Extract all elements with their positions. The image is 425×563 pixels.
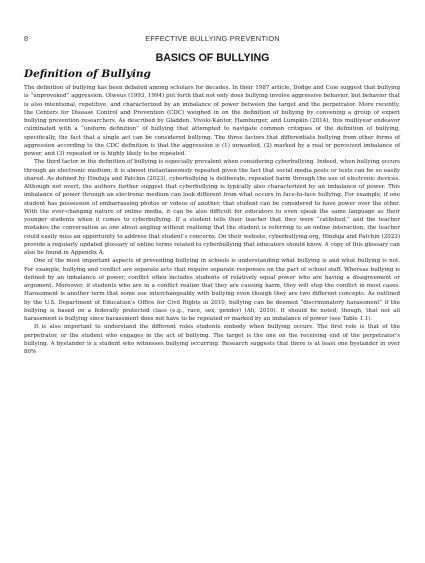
paragraph-roles: It is also important to understand the different roles students embody when bullying occurs. The first role is that of the perpetrator, or the student who engages in the act of bullying. The target is the one on the receiving end of the perpetrator’s bullying. A bystander is a student who witnesses bullying occurring. Research suggests that there is at least one bystander in over 80%: [24, 324, 400, 355]
body-text: [24, 84, 400, 356]
page-number: 8: [24, 34, 29, 43]
section-title: Definition of Bullying: [24, 68, 151, 80]
paragraph-bullying-vs-conflict: One of the most important aspects of preventing bullying in schools is understanding what bullying is and what bullying is not. For example, bullying and conflict are separate acts that require separate responses on the part of school staff. Whereas bullying is defined by an imbalance of power, conflict often includes students of relatively equal power who are having a disagreement or argument. Moreover, if students who are in a conflict realize that they are causing harm, they will stop the conflict in most cases. Harassment is another term that some use interchangeably with bullying even though they are two different concepts. As outlined by the U.S. Department of Education’s Office for Civil Rights in 2010, bullying can be deemed “discriminatory harassment” if the bullying is based on a federally protected class (e.g., race, sex, gender) (Ali, 2010). It should be noted, though, that not all harassment is bullying since harassment does not have to be repeated or marked by an imbalance of power (see Table 1.1).: [24, 258, 400, 322]
paragraph-cyberbullying: The third factor in the definition of bullying is especially prevalent when considering cyberbullying. Indeed, when bullying occurs through an electronic medium, it is almost instantaneously repeated given the fact that social media posts or texts can be so easily shared. As defined by Hinduja and Patchin (2023), cyberbullying is deliberate, repeated harm through the use of electronic devices. Although not overt, the authors further suggest that cyberbullying is typically also characterized by an imbalance of power. This imbalance of power through an electronic medium can look different from what occurs in face-to-face bullying. For example, if one student has possession of embarrassing photos or videos of another, that student can be considered to have power over the other. With the ever-changing nature of online media, it can be also difficult for educators to even speak the same language as their younger students when it comes to cyberbullying. If a student tells their teacher that they were “catfished,” and the teacher mistakes the conversation as one about angling without realizing that the student is referring to an online interaction, the teacher could easily miss an opportunity to address that student’s concerns. On their website, cyberbullying.org, Hinduja and Patchin (2023) provide a regularly updated glossary of online terms related to cyberbullying that educators should know. A copy of this glossary can also be found in Appendix A.: [24, 159, 400, 256]
running-head-title: EFFECTIVE BULLYING PREVENTION: [145, 34, 280, 43]
paragraph-definition: The definition of bullying has been debated among scholars for decades. In their 1987 article, Dodge and Coie suggest that bullying is “unprovoked” aggression. Olweus (1993, 1994) put forth that not only does bullying involve aggressive behavior, but behavior that is also intentional, repetitive, and characterized by an imbalance of power between the target and the perpetrator. More recently, the Centers for Disease Control and Prevention (CDC) weighed in on the definition of bullying by convening a group of expert bullying prevention researchers. As described by Gladden, Vivolo-Kantor, Hamburger, and Lumpkin (2014), this multiyear endeavor culminated with a “uniform definition” of bullying that attempted to navigate common critiques of the definition of bullying, specifically, the fact that a single act can be considered bullying. The three factors that differentiate bullying from other forms of aggression according to the CDC definition is that the aggression is (1) unwanted, (2) marked by a real or perceived imbalance of power, and (3) repeated or is highly likely to be repeated.: [24, 85, 400, 157]
chapter-title: BASICS OF BULLYING: [155, 52, 270, 64]
running-head: [24, 34, 401, 46]
